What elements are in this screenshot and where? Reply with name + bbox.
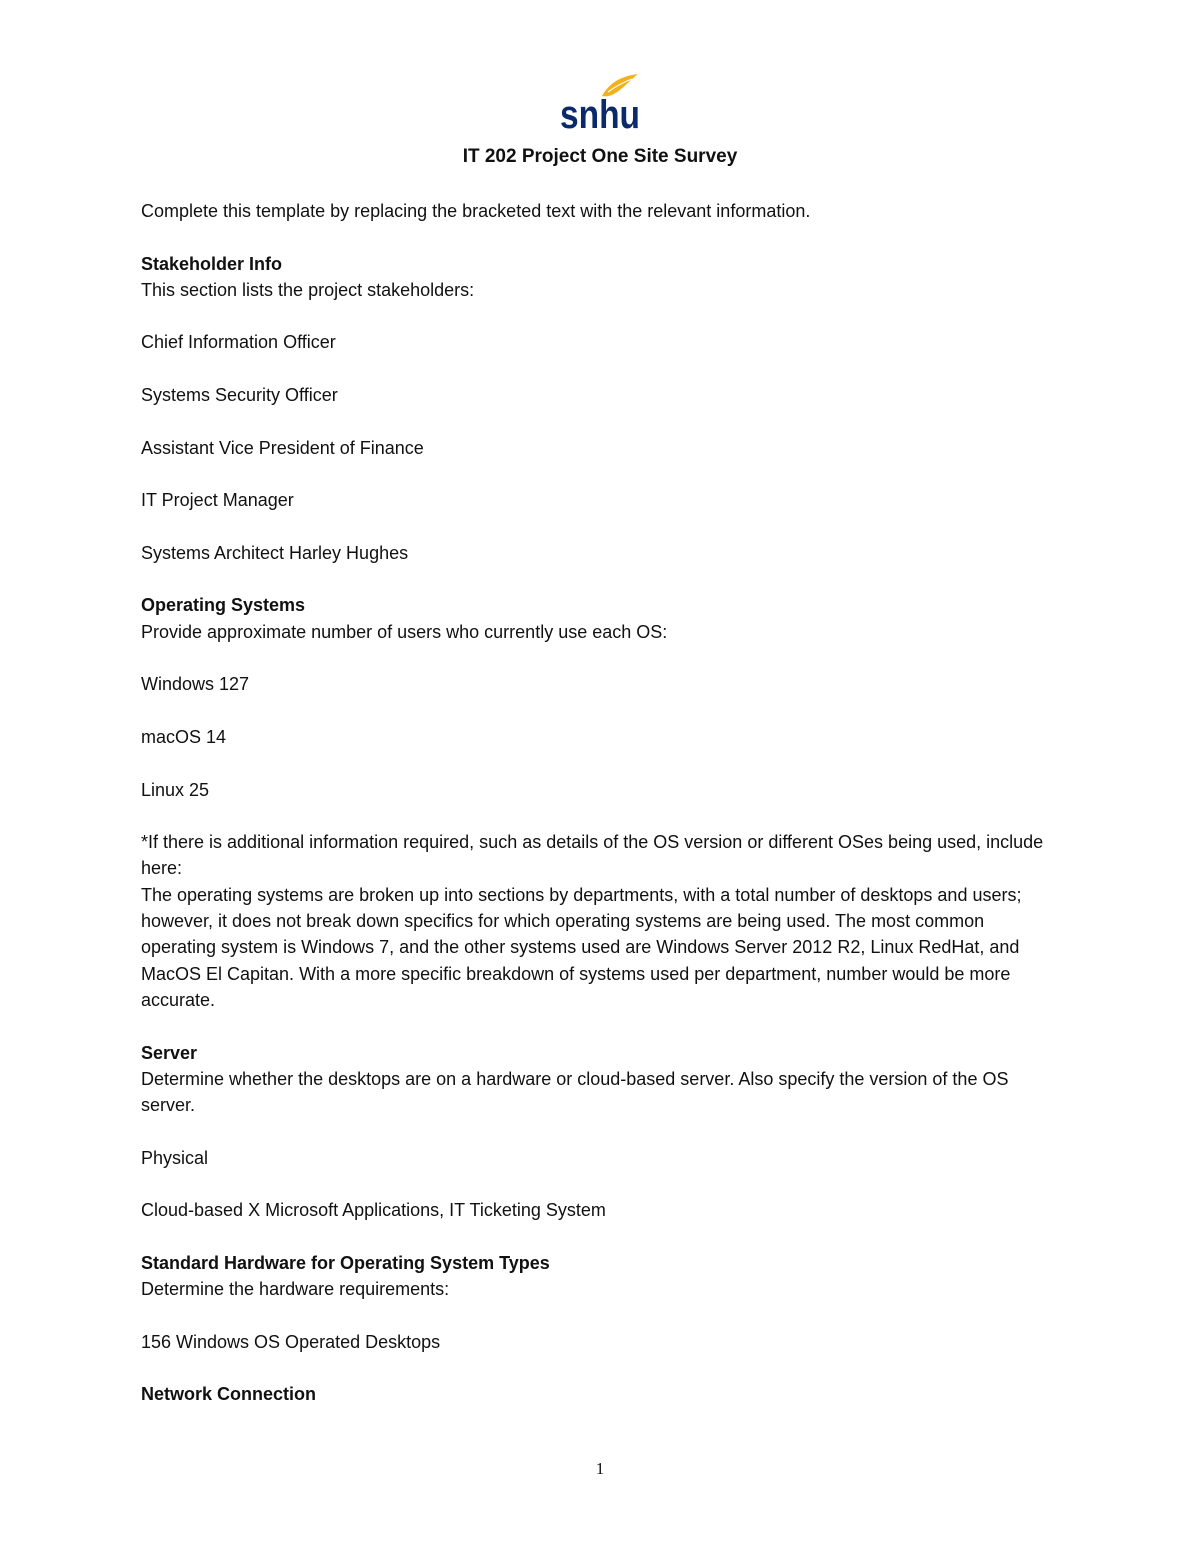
stakeholder-item: IT Project Manager xyxy=(141,490,294,511)
os-item: macOS 14 xyxy=(141,726,227,747)
stakeholder-heading: Stakeholder Info xyxy=(141,253,283,274)
hardware-heading: Standard Hardware for Operating System Types xyxy=(141,1252,550,1273)
document-body xyxy=(141,198,1061,1408)
stakeholder-item: Systems Security Officer xyxy=(141,385,338,406)
hardware-description: Determine the hardware requirements: xyxy=(141,1279,450,1300)
server-cloud: Cloud-based X Microsoft Applications, IT Ticketing System xyxy=(141,1200,606,1221)
page-title: IT 202 Project One Site Survey xyxy=(462,146,738,167)
server-heading: Server xyxy=(141,1042,198,1063)
os-item: Windows 127 xyxy=(141,674,250,695)
page-number: 1 xyxy=(595,1459,605,1478)
logo-text: snhu xyxy=(560,93,640,137)
os-description: Provide approximate number of users who currently use each OS: xyxy=(141,621,668,642)
snhu-logo xyxy=(558,70,644,137)
os-note-answer: The operating systems are broken up into sections by departments, with a total number of desktops and users; however, it does not break down specifics for which operating systems are being used. The most common operating system is Windows 7, and the other systems used are Windows Server 2012 R2, Linux RedHat, and MacOS El Capitan. With a more specific breakdown of systems used per department, number would be more accurate. xyxy=(141,884,1022,1010)
stakeholder-description: This section lists the project stakeholders: xyxy=(141,279,475,300)
hardware-item: 156 Windows OS Operated Desktops xyxy=(141,1331,441,1352)
stakeholder-item: Assistant Vice President of Finance xyxy=(141,437,424,458)
server-description: Determine whether the desktops are on a hardware or cloud-based server. Also specify the version of the OS server. xyxy=(141,1068,1009,1116)
stakeholder-item: Systems Architect Harley Hughes xyxy=(141,542,409,563)
server-physical: Physical xyxy=(141,1147,209,1168)
os-item: Linux 25 xyxy=(141,779,210,800)
stakeholder-item: Chief Information Officer xyxy=(141,332,336,353)
os-note-prompt: *If there is additional information required, such as details of the OS version or different OSes being used, include here: xyxy=(141,832,1044,879)
os-heading: Operating Systems xyxy=(141,595,306,616)
intro-text: Complete this template by replacing the bracketed text with the relevant information. xyxy=(141,201,811,221)
network-heading: Network Connection xyxy=(141,1384,317,1405)
